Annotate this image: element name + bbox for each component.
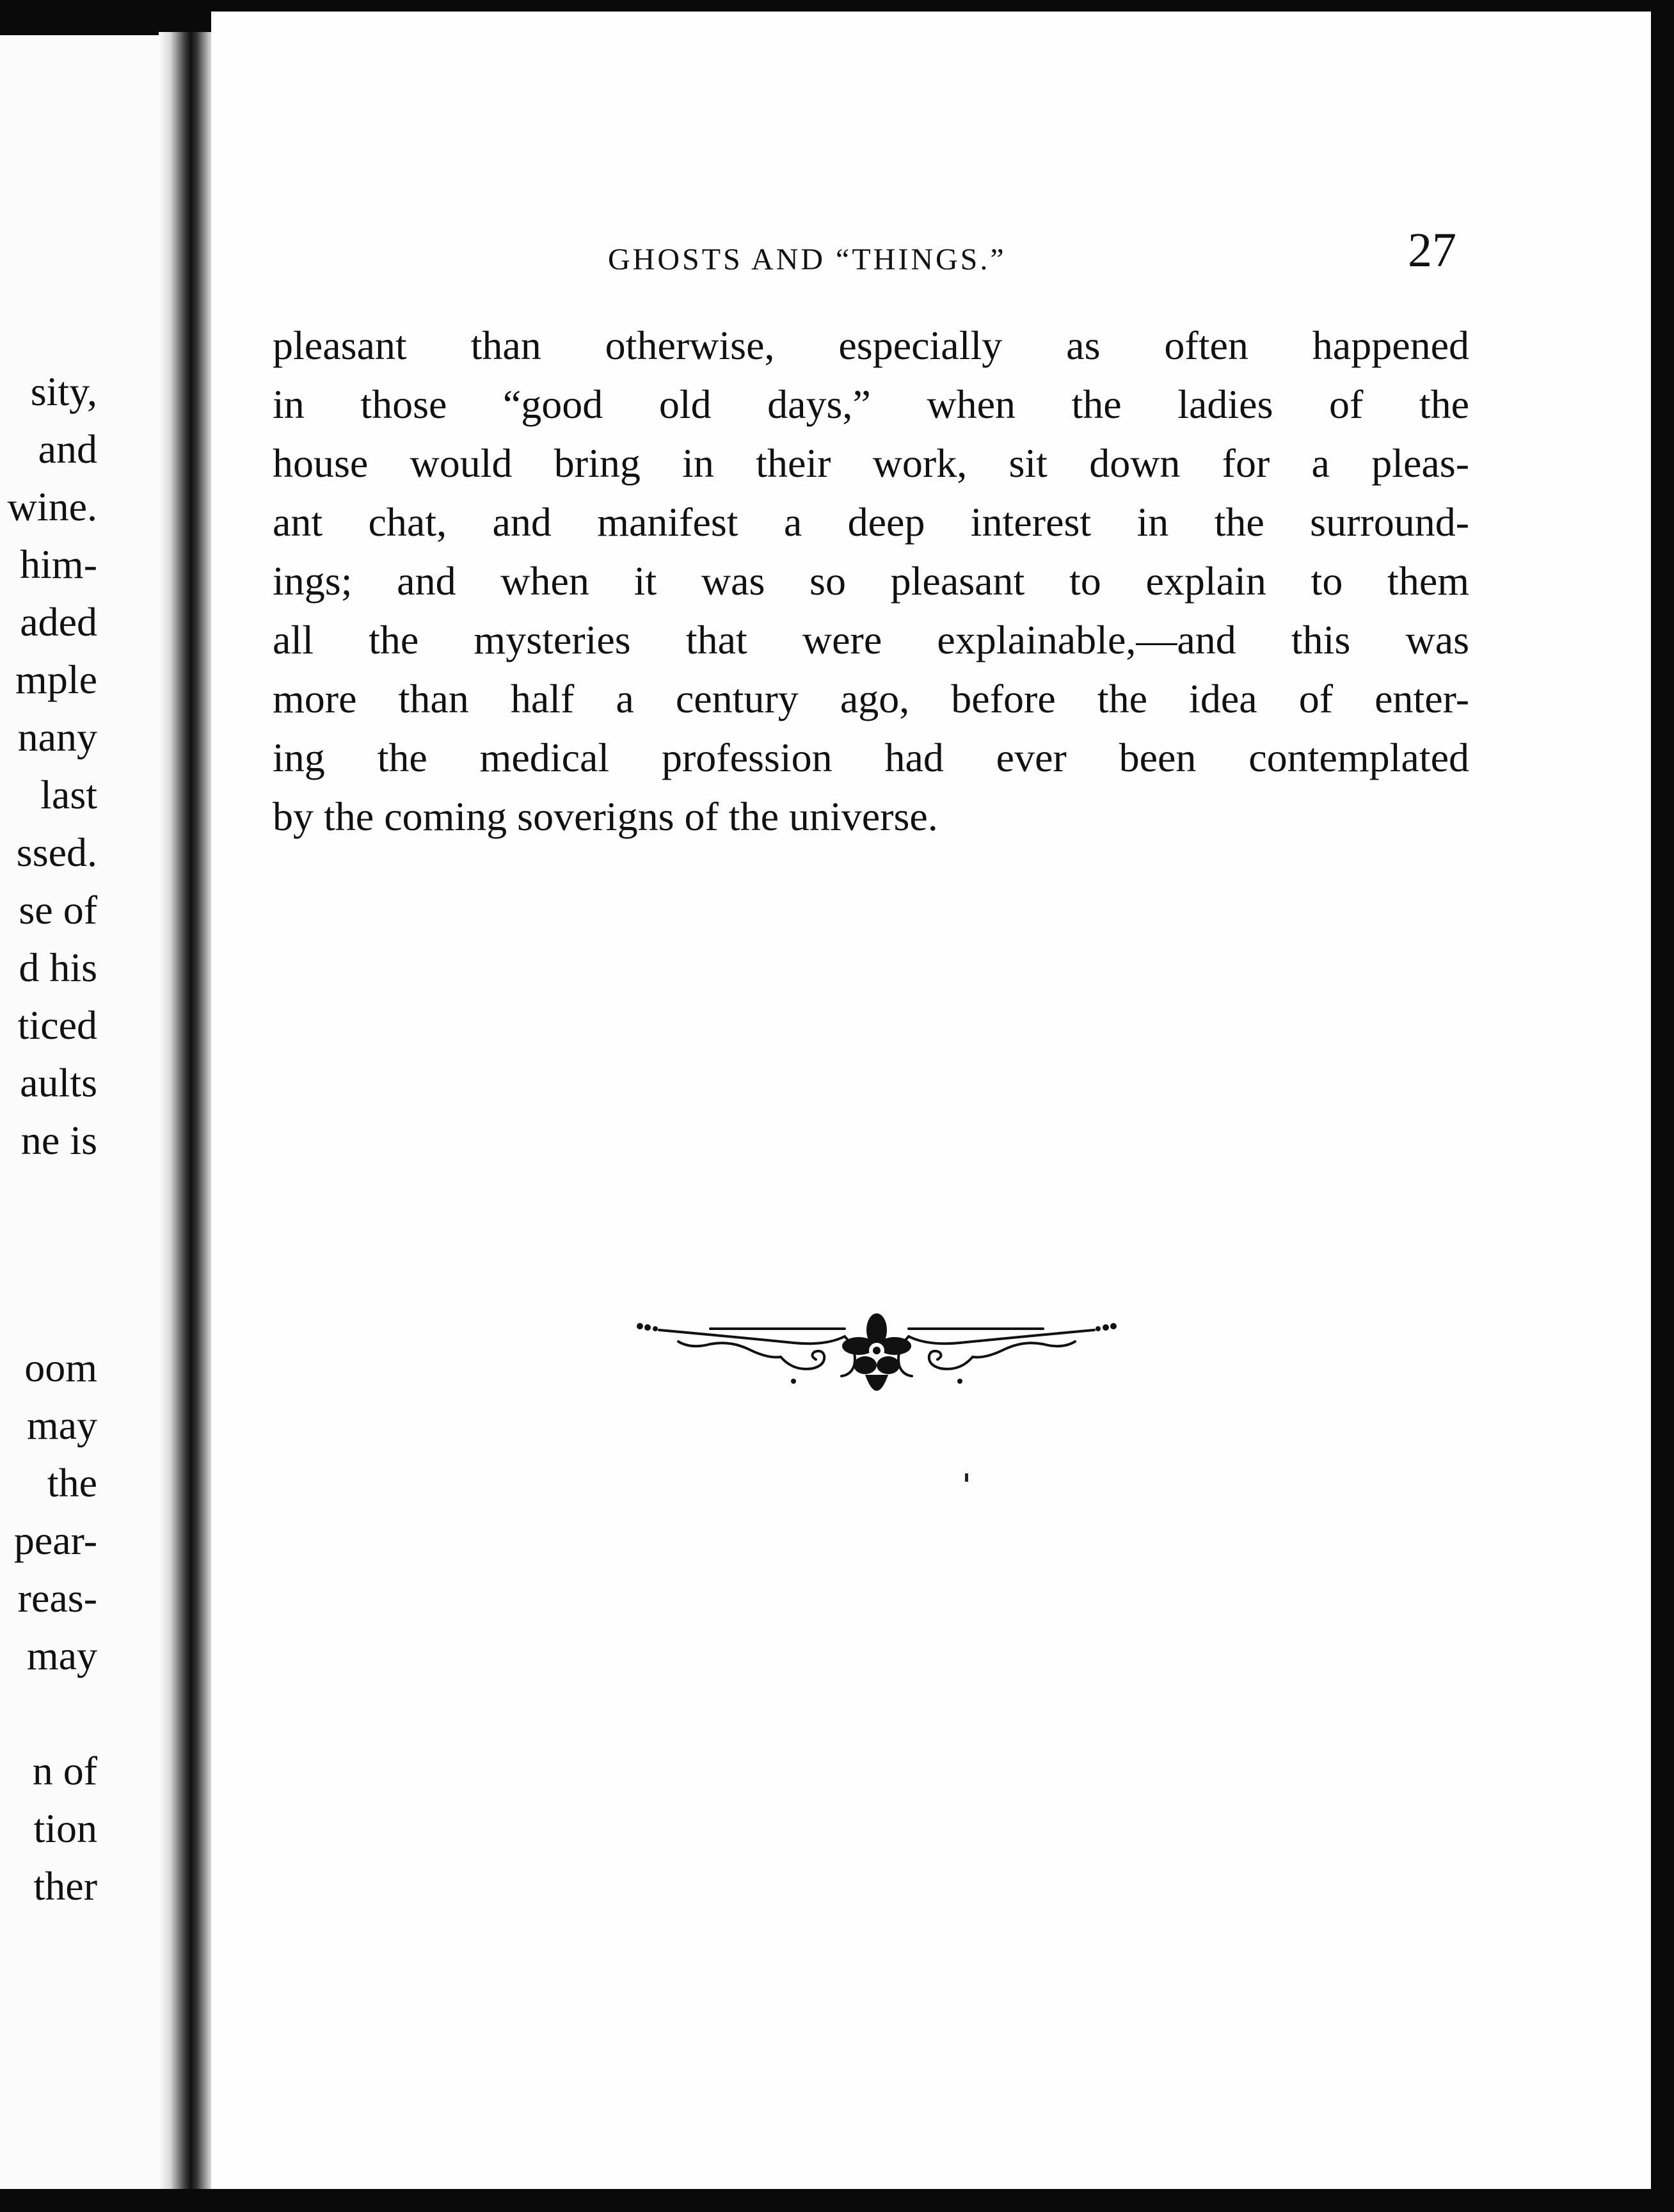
page-number: 27: [1408, 223, 1456, 277]
facing-line: sity,: [30, 369, 97, 414]
body-line: in those “good old days,” when the ladies of the: [273, 381, 1469, 427]
body-line: all the mysteries that were explainable,—and this was: [273, 617, 1469, 662]
scan-border: [0, 2189, 1674, 2212]
facing-line: ther: [33, 1863, 97, 1909]
decorative-scroll-ornament-icon: [634, 1311, 1120, 1439]
running-head: GHOSTS AND “THINGS.”: [608, 243, 1007, 276]
facing-line: tion: [33, 1806, 97, 1851]
main-page: [211, 12, 1651, 2189]
facing-line: n of: [32, 1748, 97, 1793]
ink-speck: [965, 1473, 968, 1482]
facing-line: aults: [20, 1060, 97, 1105]
facing-line: the: [47, 1460, 97, 1505]
facing-line: pear-: [13, 1518, 97, 1563]
facing-line: reas-: [17, 1575, 97, 1621]
body-line: ant chat, and manifest a deep interest in the surround-: [273, 499, 1469, 545]
facing-line: ne is: [20, 1118, 97, 1163]
facing-line: d his: [19, 945, 97, 990]
facing-line: him-: [20, 541, 97, 587]
facing-line: ssed.: [16, 830, 97, 875]
facing-line: nany: [17, 714, 97, 760]
facing-line: mple: [15, 657, 97, 702]
body-line: ings; and when it was so pleasant to explain to them: [273, 558, 1469, 604]
facing-line: may: [26, 1402, 97, 1448]
body-line: ing the medical profession had ever been contemplated: [273, 735, 1469, 780]
facing-line: oom: [24, 1345, 97, 1390]
facing-line: aded: [20, 599, 97, 645]
body-line: pleasant than otherwise, especially as often happened: [273, 323, 1469, 368]
facing-line: last: [40, 772, 97, 817]
body-line: by the coming soverigns of the universe.: [273, 794, 938, 839]
facing-line: ticed: [17, 1002, 97, 1048]
facing-line: and: [38, 426, 97, 472]
facing-line: se of: [19, 887, 97, 933]
body-line: more than half a century ago, before the idea of enter-: [273, 676, 1469, 721]
body-line: house would bring in their work, sit down for a pleas-: [273, 440, 1469, 486]
facing-line: wine.: [7, 484, 97, 529]
facing-line: may: [26, 1633, 97, 1678]
